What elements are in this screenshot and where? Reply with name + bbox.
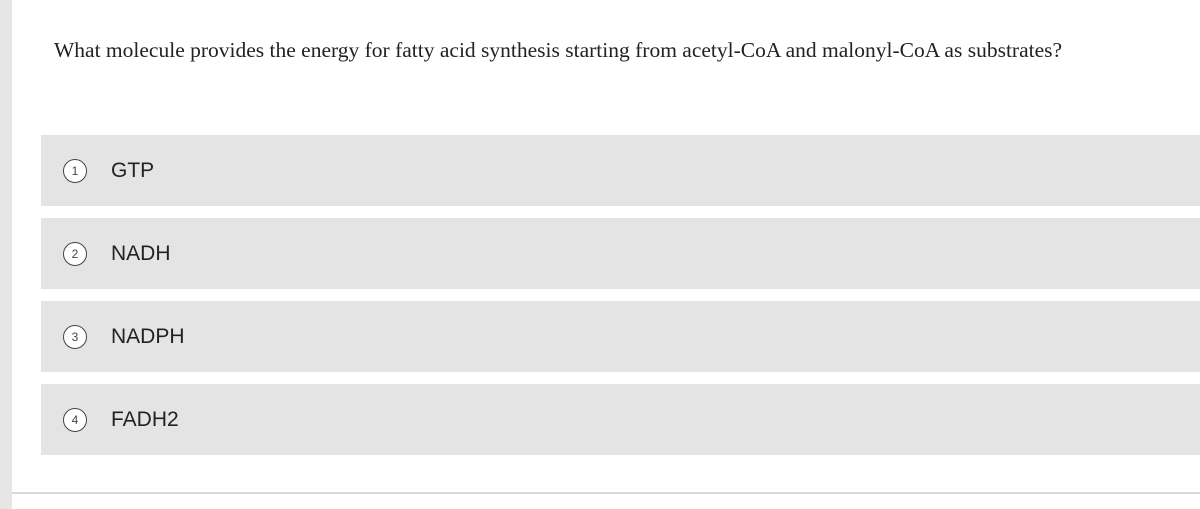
option-number-badge: 3 [63,325,87,349]
question-text: What molecule provides the energy for fatty acid synthesis starting from acetyl-CoA and malonyl-CoA as substrates? [54,38,1063,62]
panel-bottom-border [12,492,1200,509]
option-number-badge: 4 [63,408,87,432]
question-panel [12,0,1200,492]
option-label: FADH2 [111,407,179,431]
option-label: GTP [111,158,155,182]
option-label: NADPH [111,324,185,348]
option-1[interactable] [41,135,1200,206]
option-4[interactable] [41,384,1200,455]
option-number-badge: 1 [63,159,87,183]
option-2[interactable] [41,218,1200,289]
answer-options [41,135,1200,467]
option-3[interactable] [41,301,1200,372]
option-number-badge: 2 [63,242,87,266]
option-label: NADH [111,241,171,265]
